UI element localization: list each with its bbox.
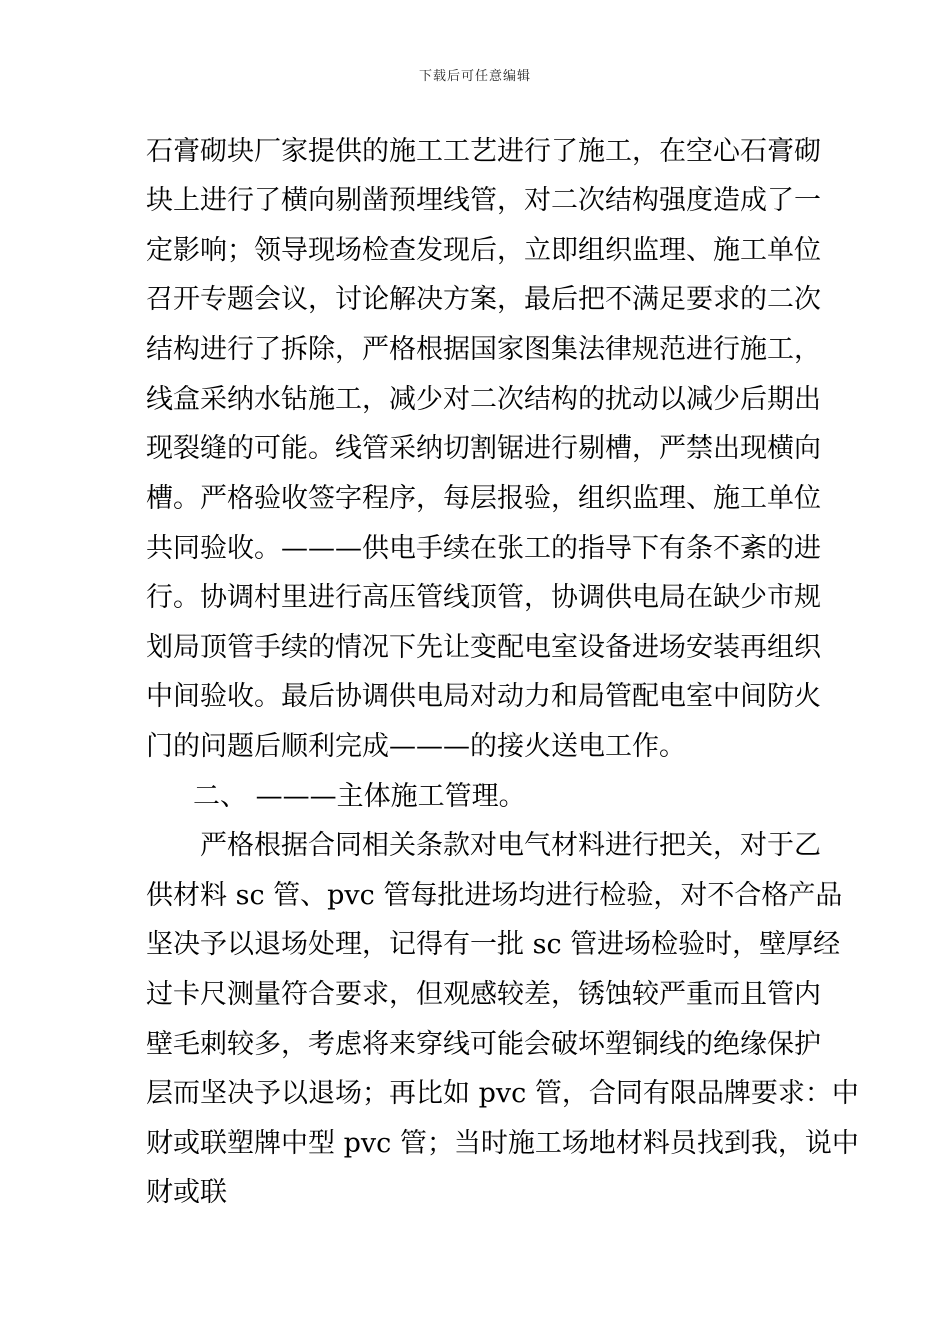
text-line: 行。协调村里进行高压管线顶管，协调供电局在缺少市规 bbox=[146, 582, 821, 613]
text-line: 槽。严格验收签字程序，每层报验，组织监理、施工单位 bbox=[146, 483, 821, 514]
text-line: 划局顶管手续的情况下先让变配电室设备进场安装再组织 bbox=[146, 632, 821, 663]
text-line: 定影响；领导现场检查发现后，立即组织监理、施工单位 bbox=[146, 235, 821, 266]
page-header-note: 下载后可任意编辑 bbox=[418, 69, 531, 84]
text-line: 石膏砌块厂家提供的施工工艺进行了施工，在空心石膏砌 bbox=[146, 136, 821, 167]
text-line: 门的问题后顺利完成———的接火送电工作。 bbox=[146, 731, 686, 762]
text-line: 共同验收。———供电手续在张工的指导下有条不紊的进 bbox=[146, 533, 821, 564]
text-line: 块上进行了横向剔凿预埋线管，对二次结构强度造成了一 bbox=[146, 185, 821, 216]
section-heading: 二、 ———主体施工管理。 bbox=[193, 781, 526, 812]
text-line: 严格根据合同相关条款对电气材料进行把关，对于乙 bbox=[200, 830, 821, 861]
text-line: 结构进行了拆除，严格根据国家图集法律规范进行施工， bbox=[146, 334, 821, 365]
text-line: 线盒采纳水钻施工，减少对二次结构的扰动以减少后期出 bbox=[146, 384, 821, 415]
text-line: 财或联 bbox=[146, 1177, 227, 1208]
text-line: 层而坚决予以退场；再比如 pvc 管，合同有限品牌要求：中 bbox=[146, 1078, 859, 1109]
text-line: 过卡尺测量符合要求，但观感较差，锈蚀较严重而且管内 bbox=[146, 979, 821, 1010]
text-line: 壁毛刺较多，考虑将来穿线可能会破坏塑铜线的绝缘保护 bbox=[146, 1029, 821, 1060]
text-line: 坚决予以退场处理，记得有一批 sc 管进场检验时，壁厚经 bbox=[146, 929, 841, 960]
text-line: 中间验收。最后协调供电局对动力和局管配电室中间防火 bbox=[146, 681, 821, 712]
text-line: 现裂缝的可能。线管采纳切割锯进行剔槽，严禁出现横向 bbox=[146, 433, 821, 464]
text-line: 供材料 sc 管、pvc 管每批进场均进行检验，对不合格产品 bbox=[146, 880, 843, 911]
text-line: 召开专题会议，讨论解决方案，最后把不满足要求的二次 bbox=[146, 284, 821, 315]
text-line: 财或联塑牌中型 pvc 管；当时施工场地材料员找到我，说中 bbox=[146, 1128, 859, 1159]
